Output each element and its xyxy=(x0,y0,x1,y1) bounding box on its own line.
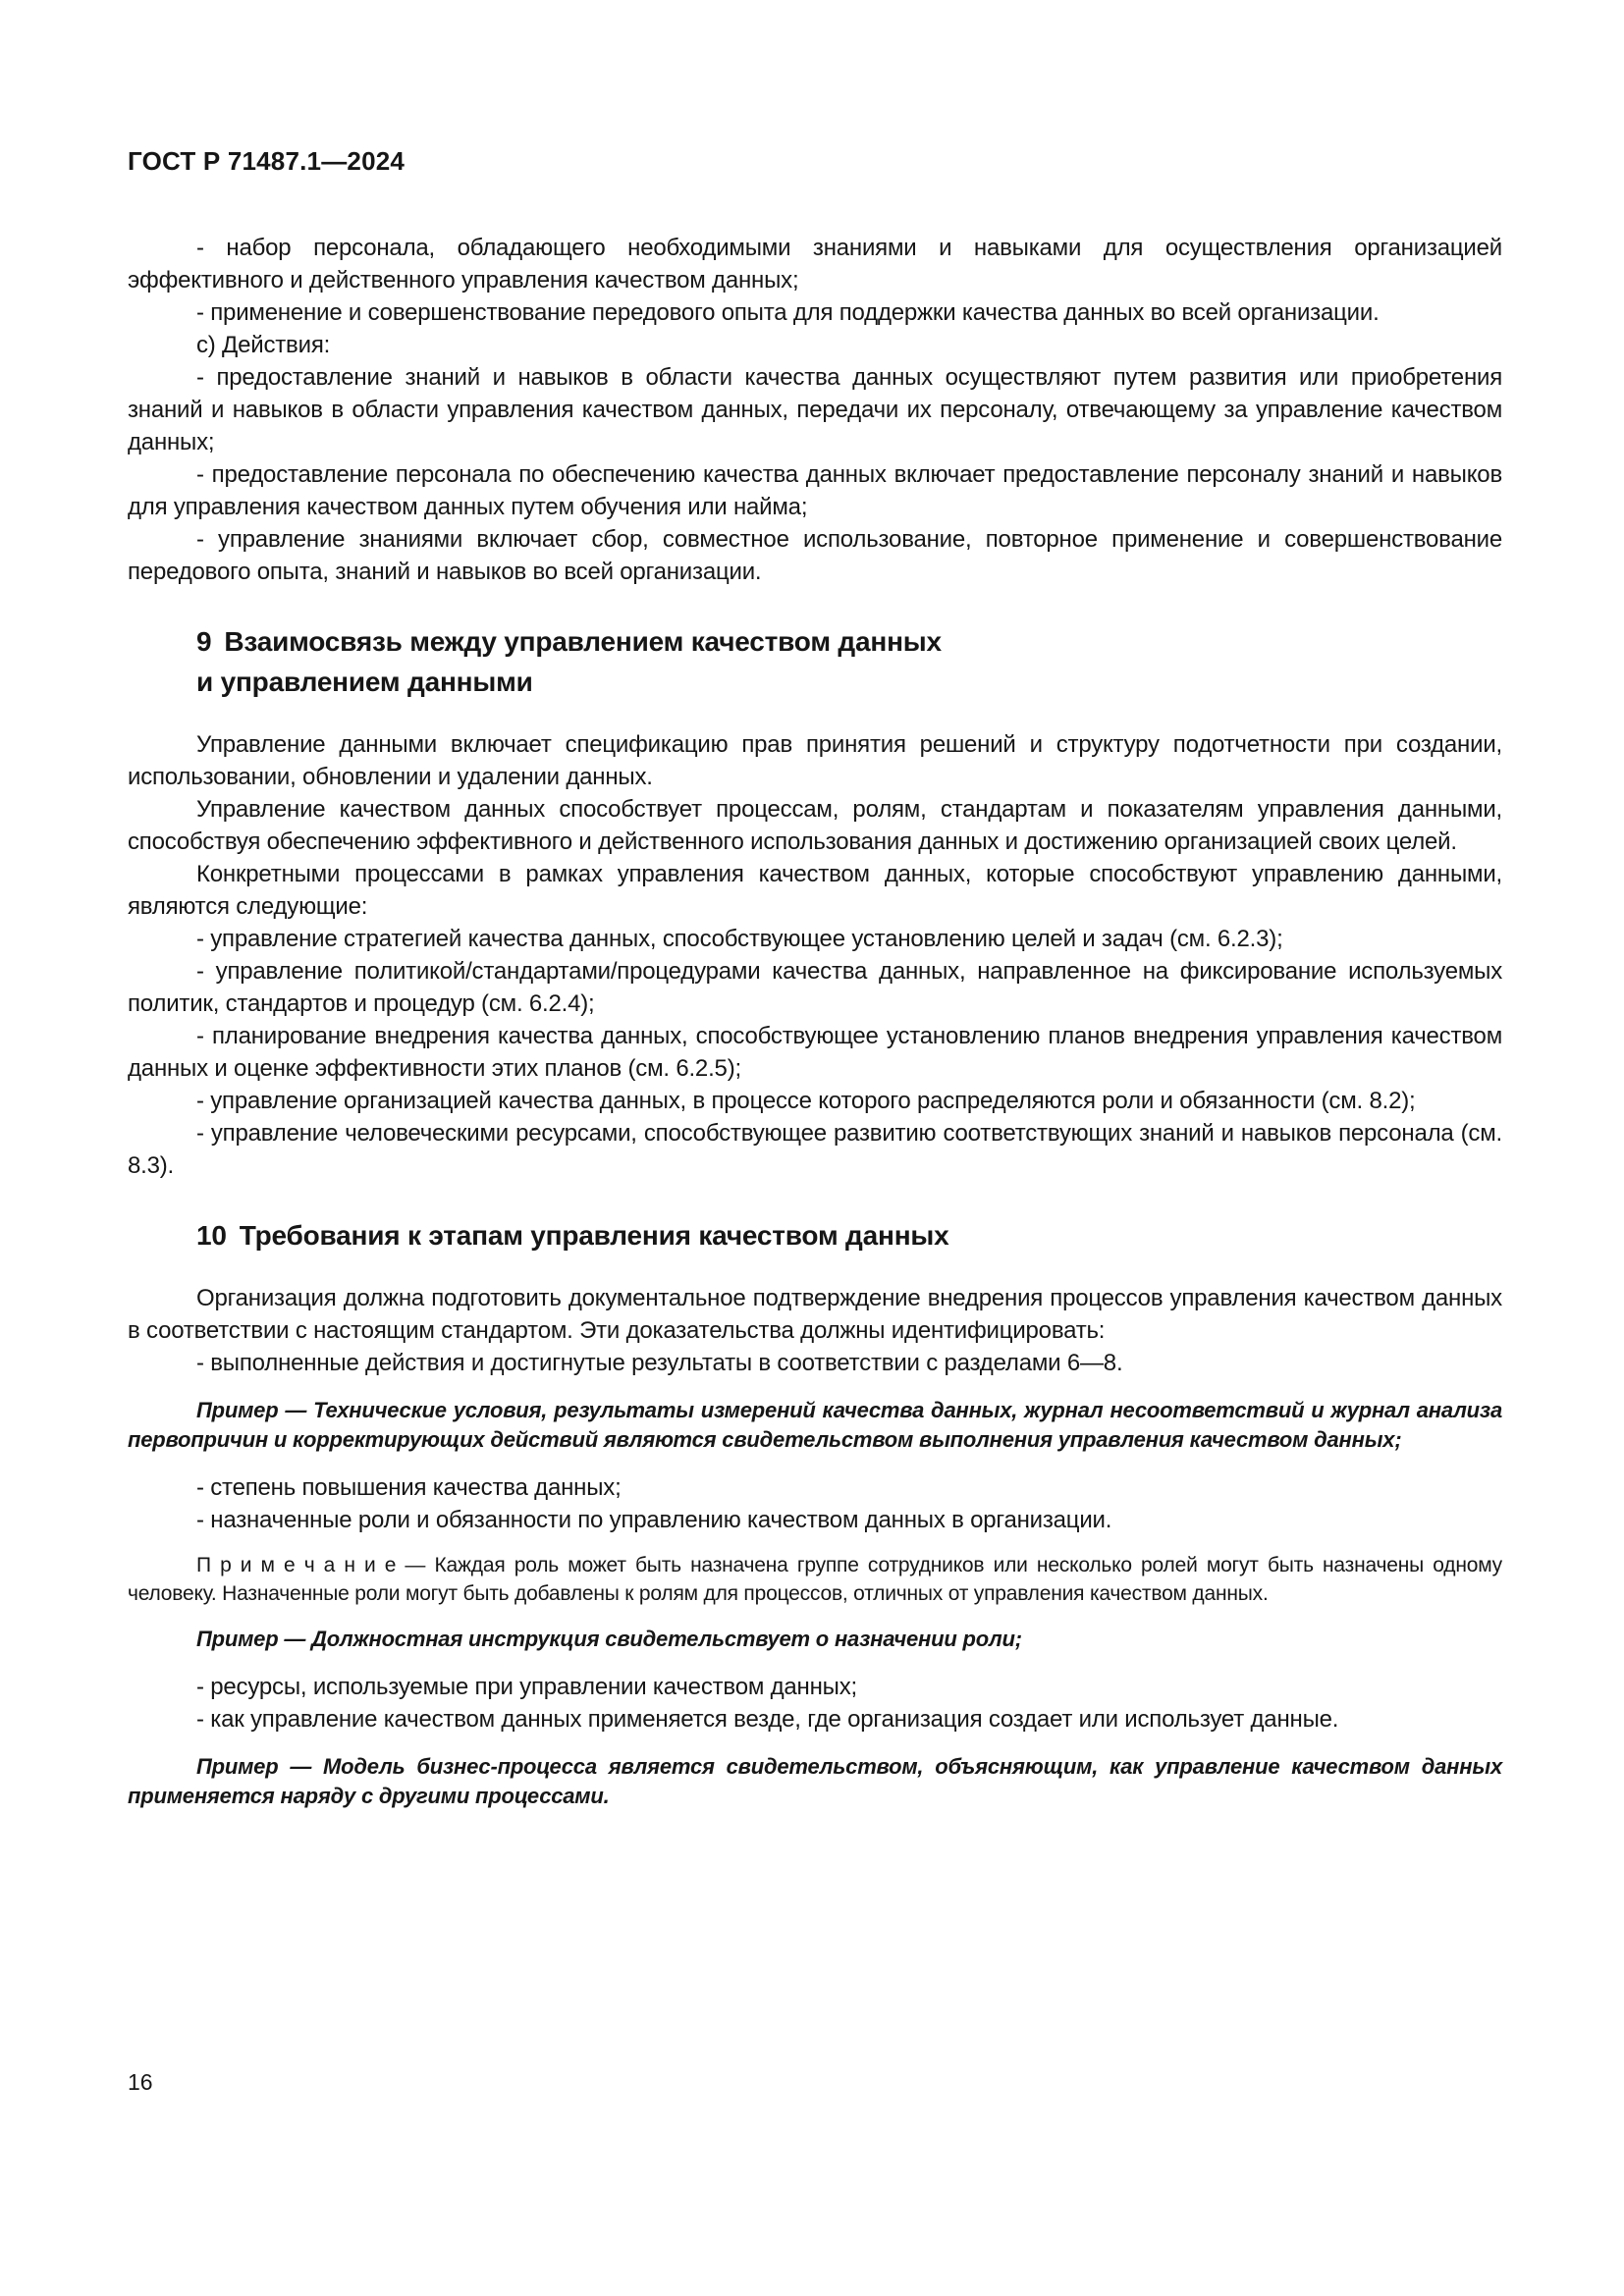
section-9-heading xyxy=(128,621,1502,702)
paragraph-documentation: Организация должна подготовить документальное подтверждение внедрения процессов управления качеством данных в соответствии с настоящим стандартом. Эти доказательства должны идентифицировать: xyxy=(128,1285,1502,1344)
list-item-everywhere: - как управление качеством данных применяется везде, где организация создает или использует данные. xyxy=(196,1706,1339,1733)
list-item-strategy: - управление стратегией качества данных, способствующее установлению целей и задач (см. 6.2.3); xyxy=(196,926,1283,952)
section-10-heading xyxy=(128,1215,1502,1255)
list-item-action-km: - управление знаниями включает сбор, совместное использование, повторное применение и совершенствование передового опыта, знаний и навыков во всей организации. xyxy=(128,526,1502,585)
section-9-title-line1: Взаимосвязь между управлением качеством данных xyxy=(224,626,942,657)
list-item-hr: - управление человеческими ресурсами, способствующее развитию соответствующих знаний и навыков персонала (см. 8.3). xyxy=(128,1120,1502,1179)
list-item-planning: - планирование внедрения качества данных, способствующее установлению планов внедрения управления качеством данных и оценке эффективности этих планов (см. 6.2.5); xyxy=(128,1023,1502,1082)
list-item-performed-actions: - выполненные действия и достигнутые результаты в соответствии с разделами 6—8. xyxy=(196,1350,1123,1376)
list-label-actions: c) Действия: xyxy=(196,332,331,358)
list-item-policy: - управление политикой/стандартами/процедурами качества данных, направленное на фиксирование используемых политик, стандартов и процедур (см. 6.2.4); xyxy=(128,958,1502,1017)
list-item-action-staff: - предоставление персонала по обеспечению качества данных включает предоставление персоналу знаний и навыков для управления качеством данных путем обучения или найма; xyxy=(128,461,1502,520)
list-item-resources: - ресурсы, используемые при управлении качеством данных; xyxy=(196,1674,857,1700)
section-9-number: 9 xyxy=(196,626,212,657)
paragraph-dqm-contribution: Управление качеством данных способствует процессам, ролям, стандартам и показателям управления данными, способствуя обеспечению эффективного и действенного использования данных и достижению организацией своих целей. xyxy=(128,796,1502,855)
section-10-heading-line xyxy=(196,1215,1502,1255)
note-label: П р и м е ч а н и е xyxy=(196,1554,397,1576)
list-item-bestpractice: - применение и совершенствование передового опыта для поддержки качества данных во всей организации. xyxy=(196,299,1380,326)
list-item-assigned-roles: - назначенные роли и обязанности по управлению качеством данных в организации. xyxy=(196,1507,1112,1533)
paragraph-specific-processes: Конкретными процессами в рамках управления качеством данных, которые способствуют управлению данными, являются следующие: xyxy=(128,861,1502,920)
list-item-quality-degree: - степень повышения качества данных; xyxy=(196,1474,622,1501)
list-item-organization: - управление организацией качества данных, в процессе которого распределяются роли и обязанности (см. 8.2); xyxy=(196,1088,1416,1114)
page-number: 16 xyxy=(128,2069,153,2095)
section-10-title: Требования к этапам управления качеством данных xyxy=(239,1220,949,1251)
section-10-number: 10 xyxy=(196,1220,227,1251)
example-block-1: Пример — Технические условия, результаты измерений качества данных, журнал несоответствий и журнал анализа первопричин и корректирующих действий являются свидетельством выполнения управления качеством данных; xyxy=(128,1398,1502,1452)
section-9-heading-line1 xyxy=(196,621,1502,662)
example-block-3: Пример — Модель бизнес-процесса является свидетельством, объясняющим, как управление качеством данных применяется наряду с другими процессами. xyxy=(128,1754,1502,1808)
example-block-2: Пример — Должностная инструкция свидетельствует о назначении роли; xyxy=(196,1627,1022,1651)
note-text: — Каждая роль может быть назначена группе сотрудников или несколько ролей могут быть назначены одному человеку. Назначенные роли могут быть добавлены к ролям для процессов, отличных от управления качеством данных. xyxy=(128,1554,1502,1605)
list-item-action-knowledge: - предоставление знаний и навыков в области качества данных осуществляют путем развития или приобретения знаний и навыков в области управления качеством данных, передачи их персоналу, отвечающему за управление качеством данных; xyxy=(128,364,1502,455)
paragraph-data-management: Управление данными включает спецификацию прав принятия решений и структуру подотчетности при создании, использовании, обновлении и удалении данных. xyxy=(128,731,1502,790)
section-9-title-line2: и управлением данными xyxy=(196,667,533,697)
list-item-recruit: - набор персонала, обладающего необходимыми знаниями и навыками для осуществления организацией эффективного и действенного управления качеством данных; xyxy=(128,235,1502,294)
note-block xyxy=(128,1551,1502,1608)
page-body xyxy=(128,232,1502,1811)
running-header: ГОСТ Р 71487.1—2024 xyxy=(128,146,406,176)
